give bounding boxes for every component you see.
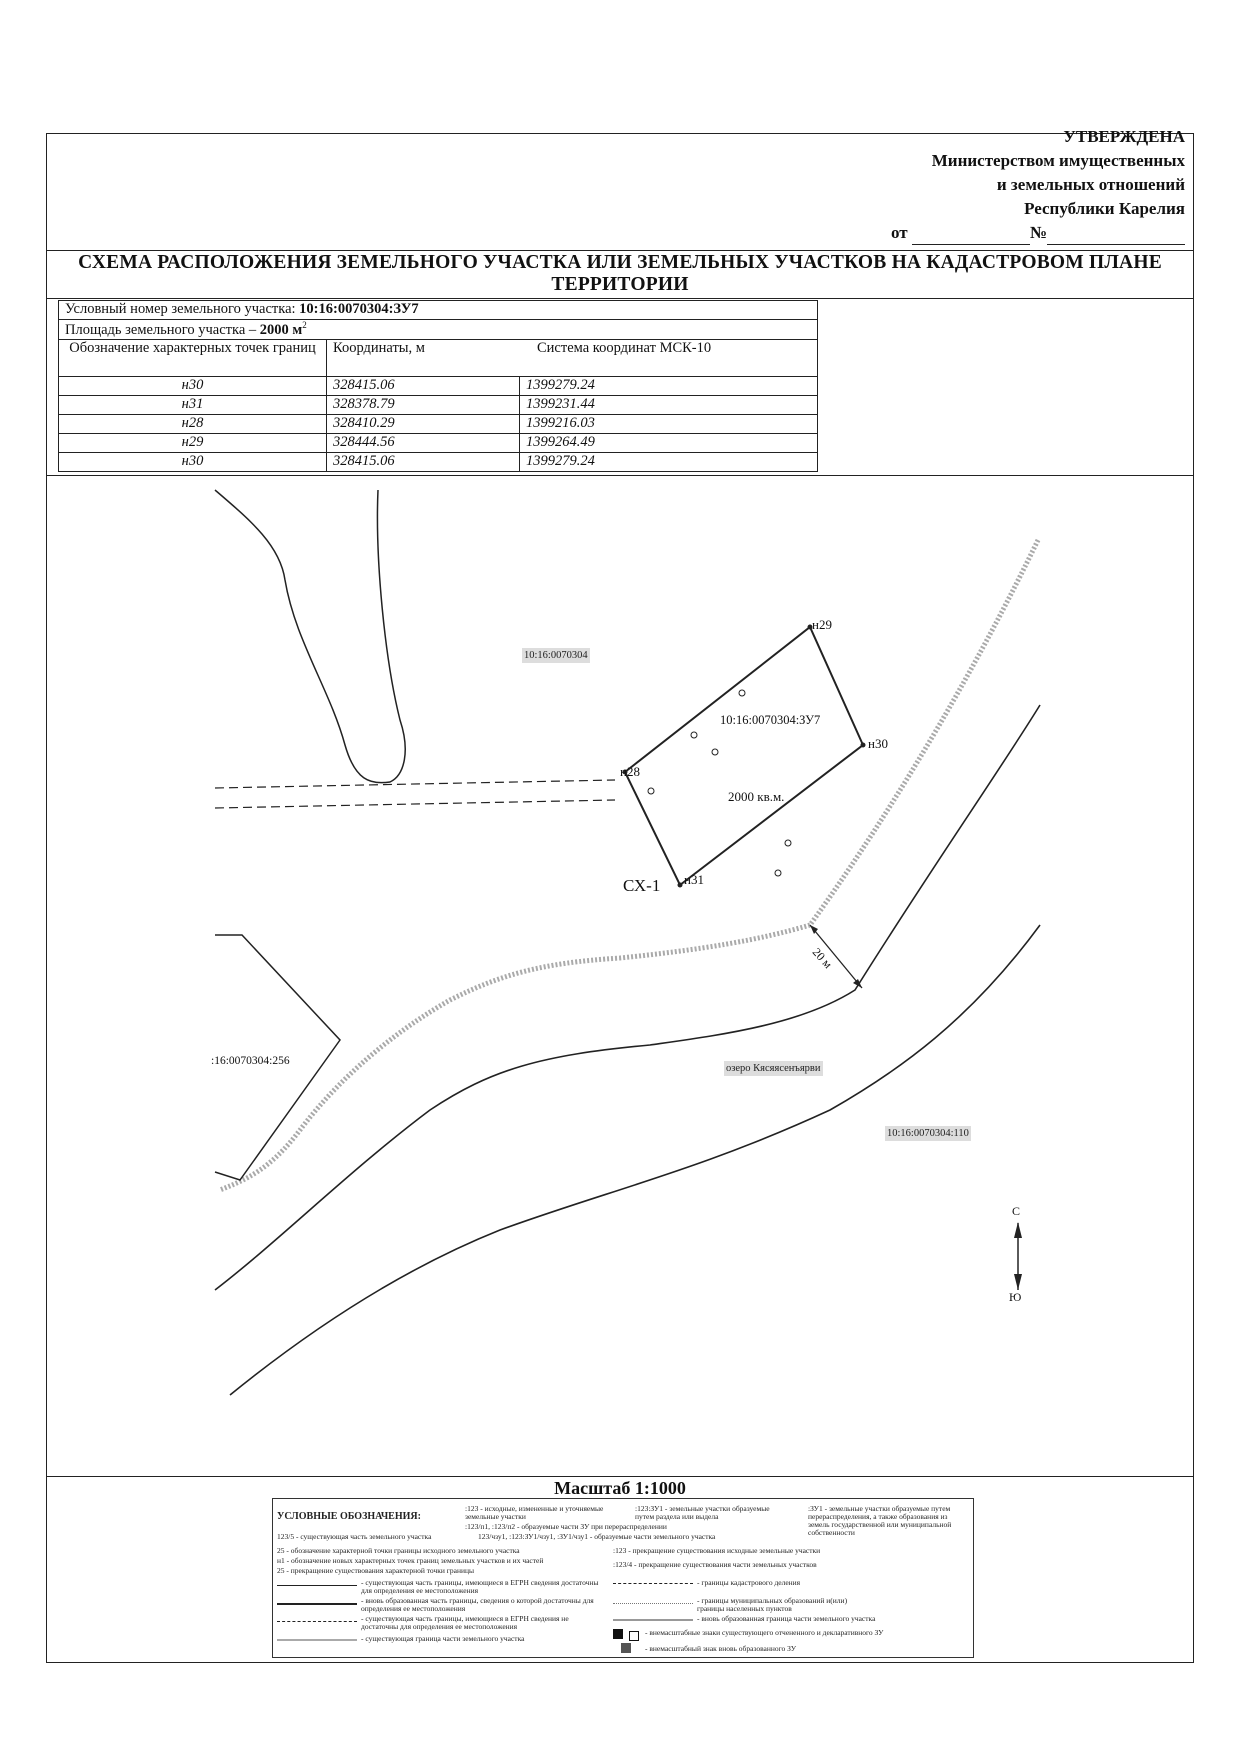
area-value: 2000 м [259, 321, 303, 338]
table-cell-point: н30 [59, 452, 327, 471]
tree-icon [648, 788, 654, 794]
neighbor-256-label: :16:0070304:256 [211, 1055, 290, 1067]
legend-r1b: 123/чзу1, :123:ЗУ1/чзу1, :ЗУ1/чзу1 - образуемые части земельного участка [478, 1532, 716, 1541]
legend-l1: - существующая часть границы, имеющиеся в ЕГРН сведения достаточны для определения ее местоположения [361, 1578, 599, 1595]
legend-square-gray-icon [621, 1643, 631, 1653]
header-coords: Координаты, м [333, 339, 425, 356]
legend-r1: 123/5 - существующая часть земельного участка [277, 1532, 432, 1541]
legend-l4c: - внемасштабный знак вновь образованного ЗУ [645, 1644, 797, 1653]
legend-l4: - существующая граница части земельного участка [361, 1634, 525, 1643]
tree-icon [691, 732, 697, 738]
header-points: Обозначение характерных точек границ [59, 339, 327, 376]
lake-shore-near [215, 705, 1040, 1290]
conditional-number-value: 10:16:0070304:ЗУ7 [299, 301, 419, 317]
area-unit-sup: 2 [302, 320, 307, 330]
area-label: Площадь земельного участка – [65, 321, 257, 338]
south-label: Ю [1009, 1290, 1022, 1304]
legend-l2b: - границы муниципальных образований и(или) границы населенных пунктов [697, 1596, 848, 1613]
legend-l4b: - внемасштабные знаки существующего отчененного и декларативного ЗУ [645, 1628, 884, 1637]
table-cell-y: 1399279.24 [520, 376, 818, 395]
zone-boundary [220, 540, 1038, 1190]
legend-c1: :123 - исходные, измененные и уточняемые земельные участки [465, 1504, 604, 1521]
lake-label: озеро Кясяясенъярви [726, 1063, 821, 1074]
legend-c2: :123:ЗУ1 - земельные участки образуемые путем раздела или выдела [635, 1504, 770, 1521]
vertex-n30 [861, 743, 866, 748]
tree-icon [712, 749, 718, 755]
legend-l3b: - вновь образованная граница части земельного участка [697, 1614, 876, 1623]
legend-r2b: :123 - прекращение существования исходные земельные участки [613, 1546, 821, 1555]
approval-line-1: УТВЕРЖДЕНА [1063, 127, 1185, 146]
legend-l1b: - границы кадастрового деления [697, 1578, 801, 1587]
legend-r4: 25 - прекращение существования характерной точки границы [277, 1566, 475, 1575]
conditional-number-label: Условный номер земельного участка: [65, 301, 296, 317]
table-cell-x: 328410.29 [327, 414, 520, 433]
parcel-area-label: 2000 кв.м. [728, 789, 785, 804]
legend-l3: - существующая часть границы, имеющиеся в ЕГРН сведения не достаточны для определения ее местоположения [361, 1614, 569, 1631]
legend-r3: н1 - обозначение новых характерных точек границ земельных участков и их частей [277, 1556, 544, 1565]
legend-square-white-icon [629, 1631, 639, 1641]
legend-line-gray [613, 1619, 693, 1621]
parcel-vertices [623, 625, 866, 888]
legend-line-dashed-2 [277, 1621, 357, 1622]
table-cell-y: 1399264.49 [520, 433, 818, 452]
vertex-n31 [678, 883, 683, 888]
table-cell-y: 1399279.24 [520, 452, 818, 471]
north-arrow-icon [1014, 1222, 1022, 1238]
legend-c3: :ЗУ1 - земельные участки образуемые путем перераспределения, а также образования из земель государственной или муниципальной собственности [808, 1504, 952, 1537]
parcel-zu7-outline [625, 627, 863, 885]
parcel-label: 10:16:0070304:ЗУ7 [720, 713, 821, 727]
table-cell-x: 328444.56 [327, 433, 520, 452]
tree-icon [739, 690, 745, 696]
legend-c1b: :123/п1, :123/п2 - образуемые части ЗУ при перераспределении [465, 1522, 667, 1531]
header-system: Система координат МСК-10 [537, 339, 712, 356]
table-cell-point: н30 [59, 376, 327, 395]
legend-line-bold [277, 1603, 357, 1605]
legend-square-black-icon [613, 1629, 623, 1639]
legend-line-dashed [613, 1583, 693, 1584]
legend-line-solid [277, 1585, 357, 1586]
tree-icon [785, 840, 791, 846]
point-n31-label: н31 [684, 872, 704, 887]
table-cell-point: н29 [59, 433, 327, 452]
legend [272, 1498, 974, 1658]
approval-line-2: Министерством имущественных [931, 151, 1185, 170]
shoreline-left [215, 490, 405, 783]
neighbor-110-label: 10:16:0070304:110 [887, 1128, 969, 1139]
approval-line-3: и земельных отношений [996, 175, 1185, 194]
legend-r3b: :123/4 - прекращение существования части земельных участков [613, 1560, 817, 1569]
number-label: № [1029, 223, 1047, 242]
table-cell-y: 1399216.03 [520, 414, 818, 433]
approval-line-4: Республики Карелия [1024, 199, 1185, 218]
quarter-label: 10:16:0070304 [524, 650, 588, 661]
lake-shore-far [230, 925, 1040, 1395]
table-cell-x: 328378.79 [327, 395, 520, 414]
table-cell-y: 1399231.44 [520, 395, 818, 414]
legend-r2: 25 - обозначение характерной точки границы исходного земельного участка [277, 1546, 520, 1555]
table-cell-point: н28 [59, 414, 327, 433]
table-cell-x: 328415.06 [327, 452, 520, 471]
legend-l2: - вновь образованная часть границы, сведения о которой достаточны для определения ее местоположения [361, 1596, 594, 1613]
table-cell-point: н31 [59, 395, 327, 414]
document-title: СХЕМА РАСПОЛОЖЕНИЯ ЗЕМЕЛЬНОГО УЧАСТКА ИЛИ ЗЕМЕЛЬНЫХ УЧАСТКОВ НА КАДАСТРОВОМ ПЛАНЕ ТЕРРИТОРИИ [78, 252, 1162, 295]
point-n30-label: н30 [868, 736, 888, 751]
point-n29-label: н29 [812, 617, 832, 632]
legend-line-part [277, 1639, 357, 1641]
north-label: С [1012, 1204, 1021, 1218]
legend-line-dotted [613, 1603, 693, 1604]
point-n28-label: н28 [620, 764, 640, 779]
distance-label: 20 м [809, 945, 836, 972]
zone-label: СХ-1 [623, 876, 661, 895]
map-scale: Масштаб 1:1000 [554, 1478, 686, 1498]
table-cell-x: 328415.06 [327, 376, 520, 395]
dashed-road-top [215, 780, 615, 788]
south-arrow-icon [1014, 1274, 1022, 1290]
dashed-road-bottom [215, 800, 615, 808]
legend-title: УСЛОВНЫЕ ОБОЗНАЧЕНИЯ: [277, 1511, 421, 1522]
tree-icon [775, 870, 781, 876]
from-label: от [891, 223, 908, 242]
